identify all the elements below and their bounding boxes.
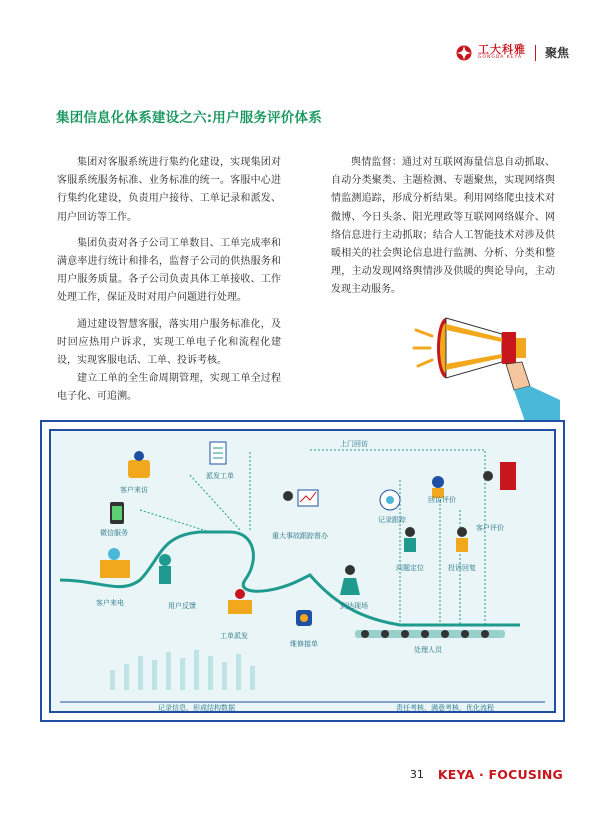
page-header: [456, 44, 569, 61]
label-top-return: 上门回访: [340, 440, 368, 448]
company-logo-text: [478, 44, 526, 61]
complaint-node: [456, 527, 468, 552]
label-record: 记录跟踪: [378, 516, 406, 524]
handle-staff-group: [355, 630, 505, 638]
service-process-diagram: [40, 420, 565, 722]
right-column: [331, 154, 555, 308]
paragraph: 集团对客服系统进行集约化建设，实现集团对客服系统服务标准、业务标准的统一。客服中心进行集约化建设，负责用户接待、工单记录和派发、用户回访等工作。: [57, 157, 281, 223]
article-title: 集团信息化体系建设之六:用户服务评价体系: [56, 110, 322, 126]
label-user-report: 用户反馈: [168, 602, 196, 610]
order-node: [210, 442, 226, 464]
label-callback: 回访评价: [428, 496, 456, 504]
paragraph: 舆情监督：通过对互联网海量信息自动抓取、自动分类聚类、主题检测、专题聚焦，实现网络舆情监测追踪，形成分析结果。利用网络爬虫技术对微博、今日头条、阳光理政等互联网网络媒介、网络信息进行主动抓取；结合人工智能技术对涉及供暖相关的社会舆论信息进行监测、分析、分类和整理，主动发现网络舆情涉及供暖的舆论导向，主动发现主动服务。: [331, 157, 555, 296]
label-supervise: 重大事故跟踪督办: [272, 532, 328, 540]
paragraph: 建立工单的全生命周期管理，实现工单全过程电子化、可追溯。: [57, 373, 281, 403]
header-divider: [535, 45, 536, 61]
user-report-node: [159, 554, 171, 584]
label-handle: 处理人员: [414, 646, 442, 654]
company-logo-icon: [456, 45, 472, 61]
section-name: 聚焦: [544, 46, 569, 60]
label-repair: 维修接单: [290, 640, 318, 648]
repair-node: [296, 610, 312, 626]
label-complaint: 投诉回复: [448, 564, 476, 572]
megaphone-illustration: [410, 290, 560, 430]
label-wechat: 微信服务: [100, 529, 128, 537]
label-order: 派发工单: [206, 472, 234, 480]
logo-name: 工大科雅: [477, 43, 526, 57]
paragraph: 通过建设智慧客服，落实用户服务标准化，及时回应热用户诉求，实现工单电子化和流程化建设，实现客服电话、工单、投诉考核。: [57, 318, 281, 367]
label-bottom-right: 责任考核，满意考核，优化流程: [396, 704, 494, 712]
label-customer-call: 客户来电: [96, 599, 124, 607]
paragraph: 集团负责对各子公司工单数目、工单完成率和满意率进行统计和排名，监督子公司的供热服务和用户服务质量。各子公司负责具体工单接收、工作处理工作，保证及时对用户问题进行处理。: [57, 237, 281, 304]
label-visit: 客户来访: [120, 486, 148, 494]
logo-english: GONGDA KEYA: [477, 55, 523, 61]
page-footer: [410, 767, 563, 782]
online-locate-node: [404, 527, 416, 552]
left-column: [57, 154, 281, 415]
footer-brand: KEYA · FOCUSING: [437, 767, 563, 782]
record-node: [380, 490, 400, 510]
label-arrive: 到达现场: [340, 602, 368, 610]
label-bottom-left: 记录信息，形成结构数据: [158, 704, 235, 712]
page-number: 31: [409, 768, 424, 781]
label-online-locate: 问题定位: [396, 564, 424, 572]
wechat-node: [110, 502, 124, 524]
label-ticket: 工单派发: [220, 632, 248, 640]
label-customer-eval: 客户评价: [476, 524, 504, 532]
